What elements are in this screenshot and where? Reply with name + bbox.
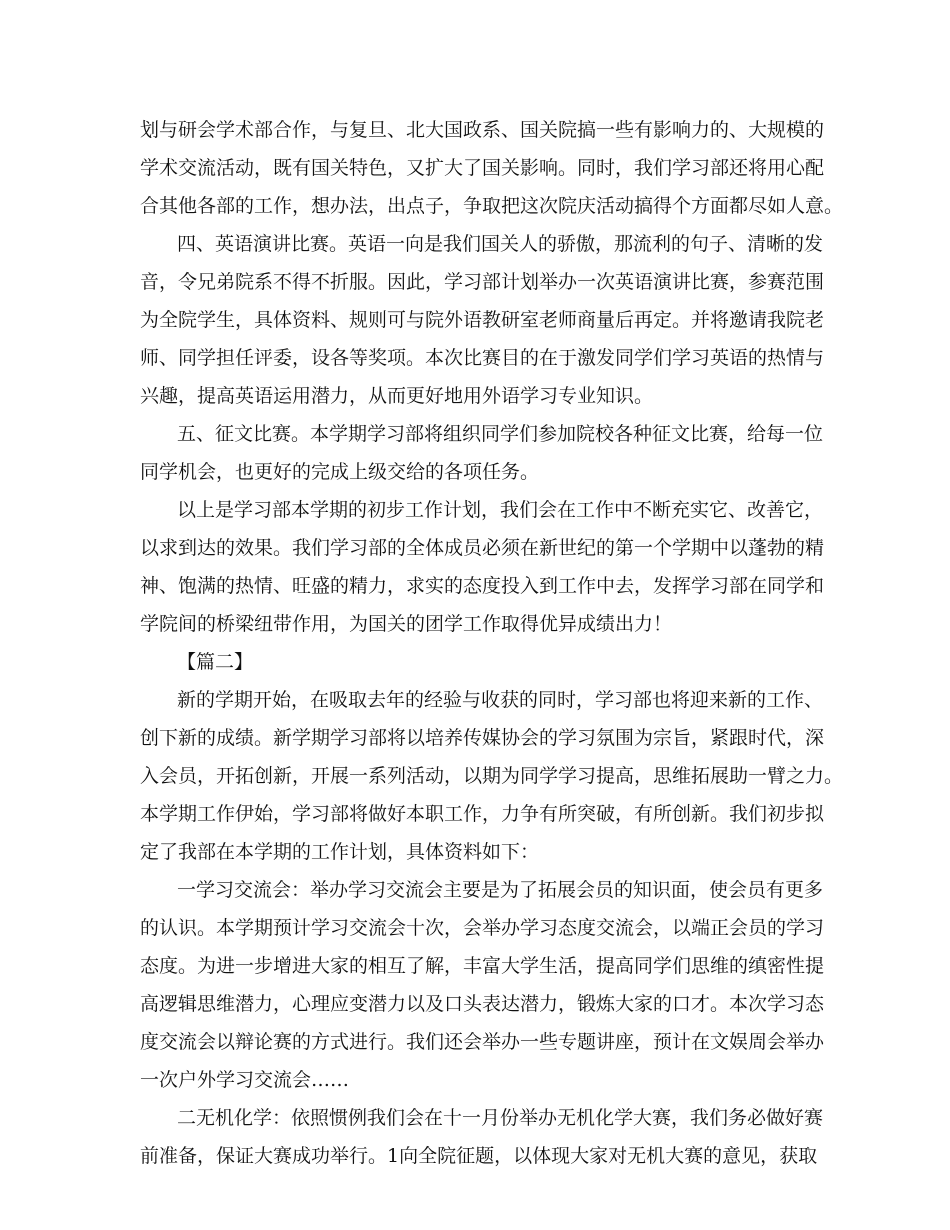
body-text-line: 本学期工作伊始，学习部将做好本职工作，力争有所突破，有所创新。我们初步拟 [140, 803, 825, 825]
body-text-line: 前准备，保证大赛成功举行。1向全院征题，以体现大家对无机大赛的意见，获取 [140, 1145, 818, 1167]
body-text-line: 入会员，开拓创新，开展一系列活动，以期为同学学习提高，思维拓展助一臂之力。 [140, 765, 844, 787]
body-text-line: 为全院学生，具体资料、规则可与院外语教研室老师商量后再定。并将邀请我院老 [140, 309, 825, 331]
paragraph-start-line: 一学习交流会：举办学习交流会主要是为了拓展会员的知识面，使会员有更多 [177, 879, 824, 901]
body-text-line: 以求到达的效果。我们学习部的全体成员必须在新世纪的第一个学期中以蓬勃的精 [140, 537, 825, 559]
body-text-line: 定了我部在本学期的工作计划，具体资料如下： [140, 841, 540, 863]
paragraph-start-line: 新的学期开始，在吸取去年的经验与收获的同时，学习部也将迎来新的工作、 [177, 689, 824, 711]
body-text-line: 创下新的成绩。新学期学习部将以培养传媒协会的学习氛围为宗旨，紧跟时代，深 [140, 727, 825, 749]
body-text-line: 师、同学担任评委，设各等奖项。本次比赛目的在于激发同学们学习英语的热情与 [140, 347, 825, 369]
body-text-line: 高逻辑思维潜力，心理应变潜力以及口头表达潜力，锻炼大家的口才。本次学习态 [140, 993, 825, 1015]
body-text-line: 学术交流活动，既有国关特色，又扩大了国关影响。同时，我们学习部还将用心配 [140, 157, 825, 179]
body-text-line: 神、饱满的热情、旺盛的精力，求实的态度投入到工作中去，发挥学习部在同学和 [140, 575, 825, 597]
body-text-line: 学院间的桥梁纽带作用，为国关的团学工作取得优异成绩出力！ [140, 613, 673, 635]
paragraph-start-line: 四、英语演讲比赛。英语一向是我们国关人的骄傲，那流利的句子、清晰的发 [177, 233, 824, 255]
paragraph-start-line: 二无机化学：依照惯例我们会在十一月份举办无机化学大赛，我们务必做好赛 [177, 1107, 824, 1129]
body-text-line: 度交流会以辩论赛的方式进行。我们还会举办一些专题讲座，预计在文娱周会举办 [140, 1031, 825, 1053]
body-text-line: 一次户外学习交流会…… [140, 1069, 350, 1091]
body-text-line: 同学机会，也更好的完成上级交给的各项任务。 [140, 461, 540, 483]
body-text-line: 兴趣，提高英语运用潜力，从而更好地用外语学习专业知识。 [140, 385, 654, 407]
body-text-line: 音，令兄弟院系不得不折服。因此，学习部计划举办一次英语演讲比赛，参赛范围 [140, 271, 825, 293]
body-text-line: 合其他各部的工作，想办法，出点子，争取把这次院庆活动搞得个方面都尽如人意。 [140, 195, 844, 217]
body-text-line: 态度。为进一步增进大家的相互了解，丰富大学生活，提高同学们思维的缜密性提 [140, 955, 825, 977]
body-text-line: 的认识。本学期预计学习交流会十次，会举办学习态度交流会，以端正会员的学习 [140, 917, 825, 939]
paragraph-start-line: 五、征文比赛。本学期学习部将组织同学们参加院校各种征文比赛，给每一位 [177, 423, 824, 445]
section-heading: 【篇二】 [177, 651, 254, 673]
body-text-line: 划与研会学术部合作，与复旦、北大国政系、国关院搞一些有影响力的、大规模的 [140, 119, 825, 141]
paragraph-start-line: 以上是学习部本学期的初步工作计划，我们会在工作中不断充实它、改善它， [177, 499, 824, 521]
